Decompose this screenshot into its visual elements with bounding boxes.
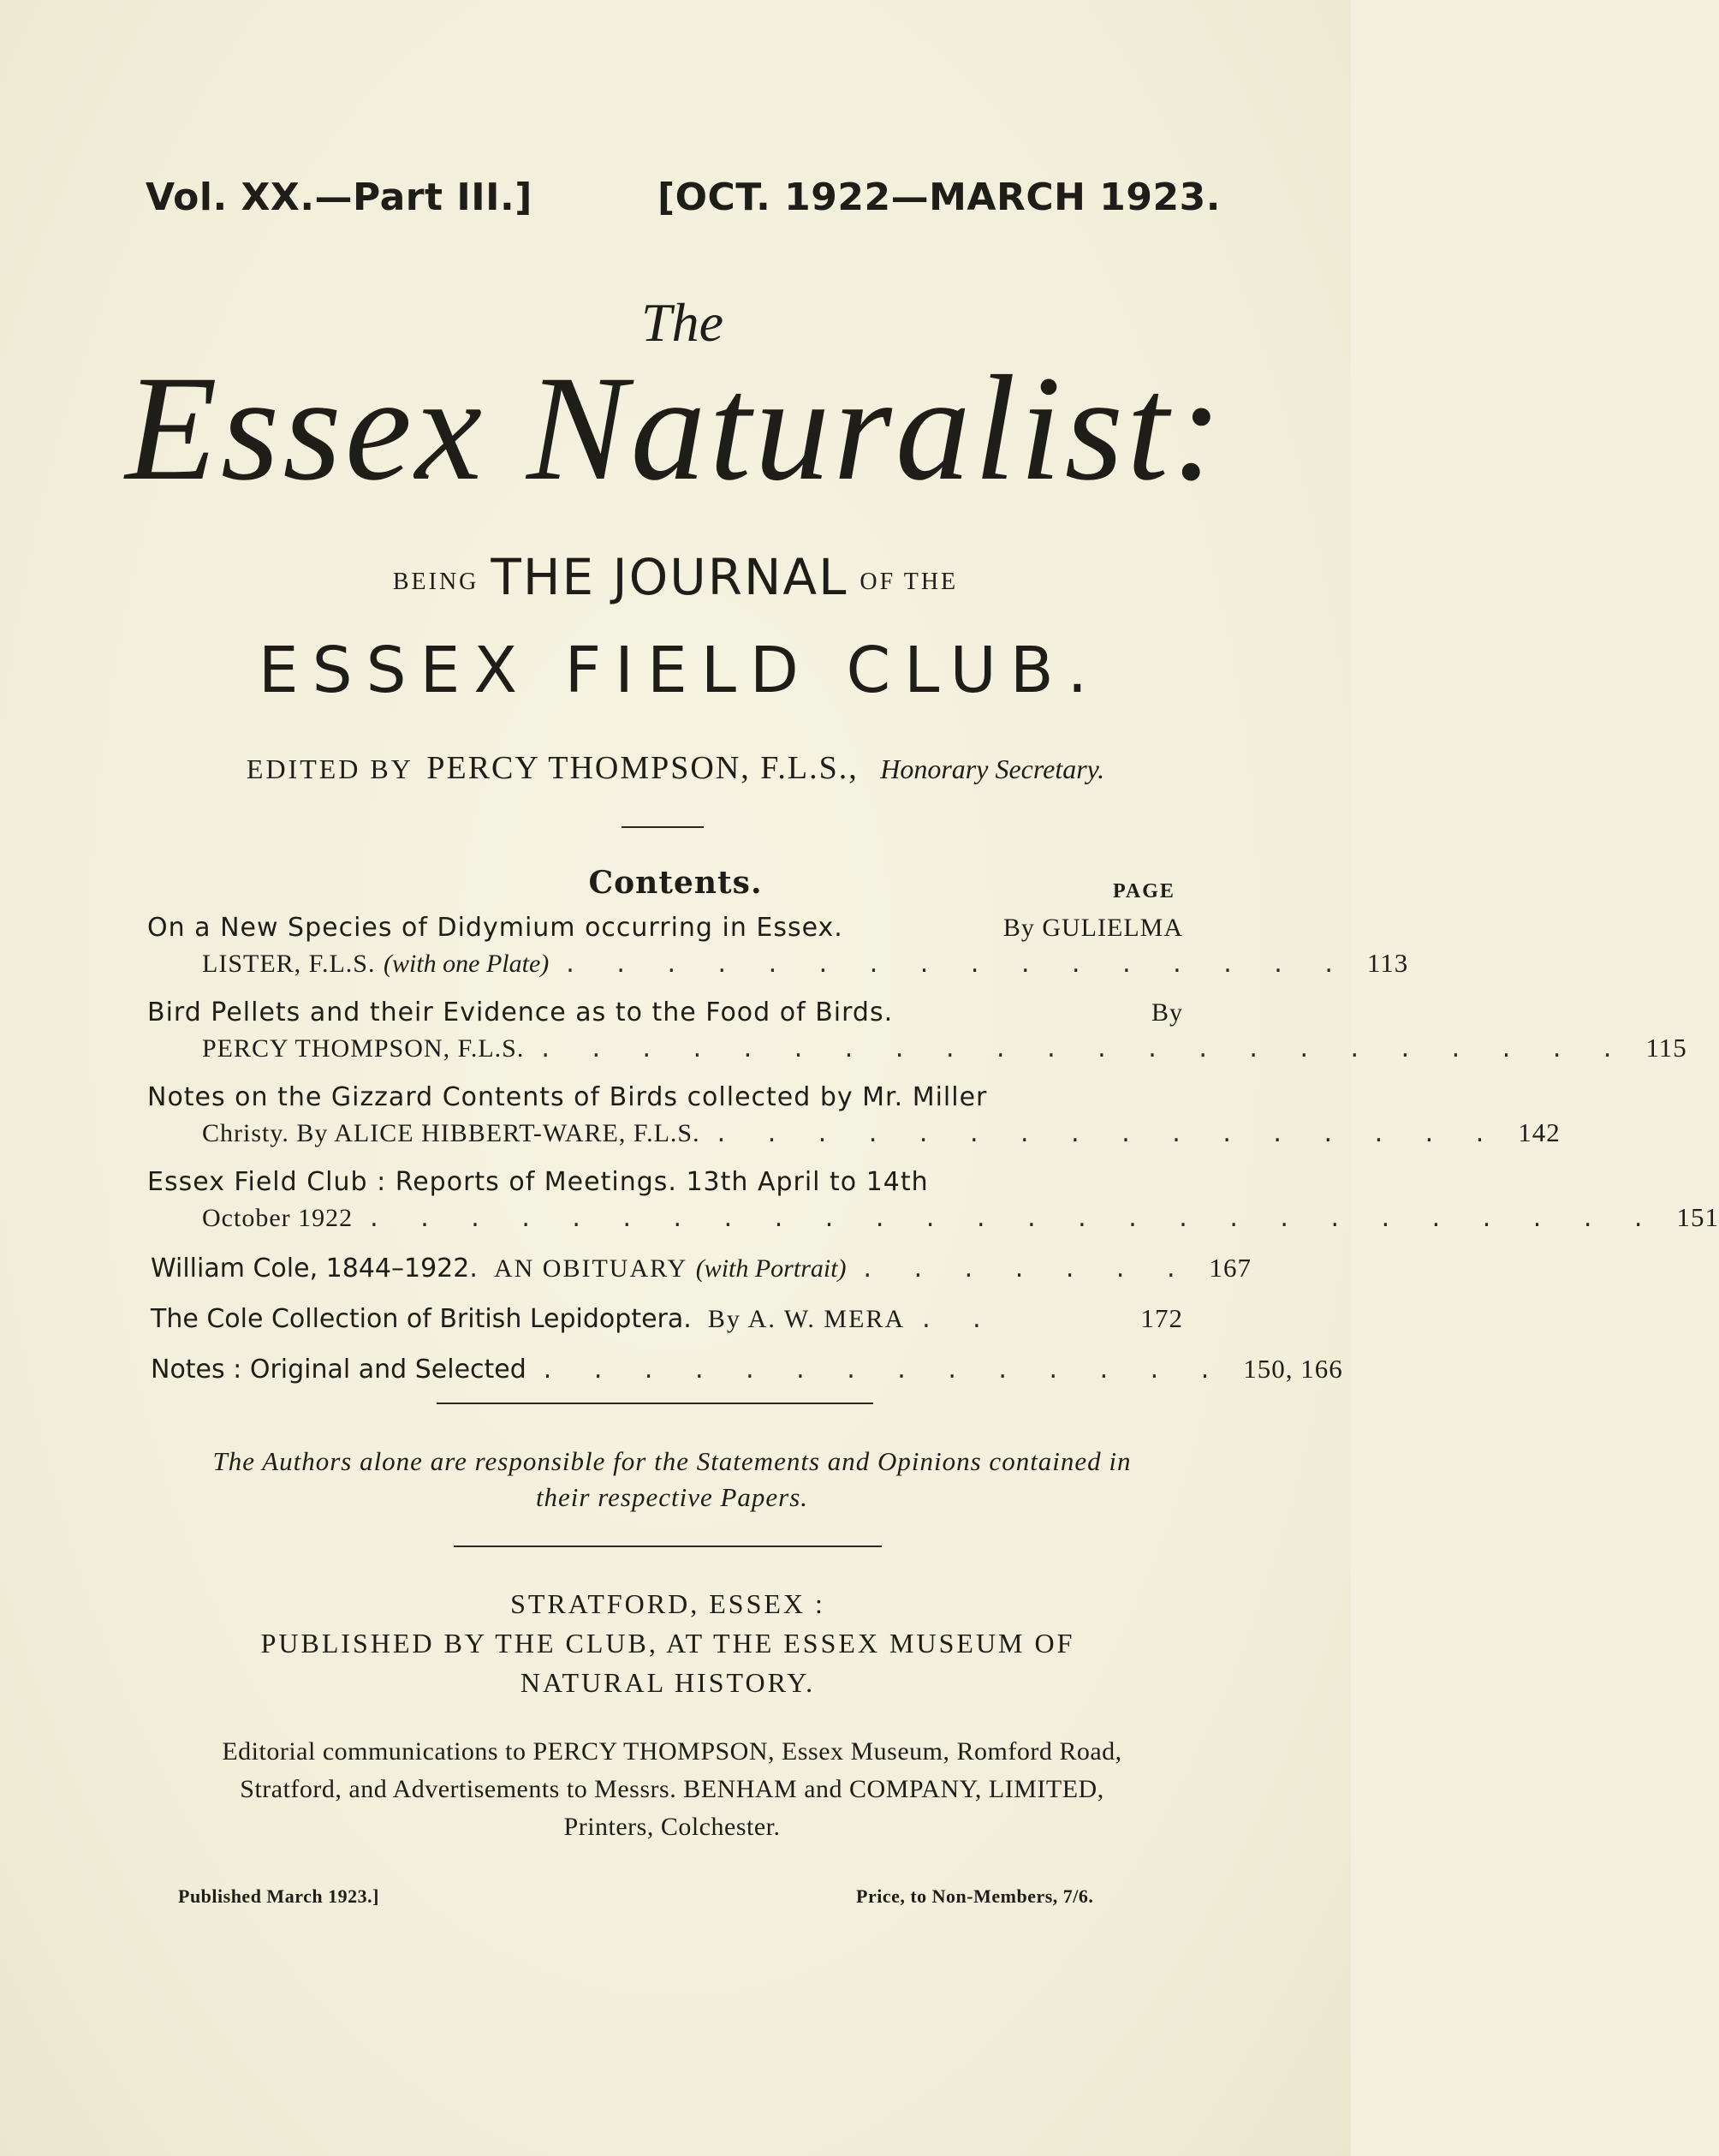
entry-author: Christy. By ALICE HIBBERT-WARE, F.L.S. [202,1119,700,1147]
leader-dots: . . . . . . . . . . . . . . . . . . . . . . [541,1033,1629,1063]
toc-entry [147,1081,1561,1152]
entry-title: On a New Species of Didymium occurring in Essex. [147,913,843,943]
leader-dots: . . . . . . . [863,1254,1193,1283]
disclaimer-line: their respective Papers. [535,1482,809,1512]
editorial-line: Editorial communications to PERCY THOMPSON, Essex Museum, Romford Road, [222,1737,1122,1766]
divider-short [622,826,704,828]
leader-dots: . . [922,1304,998,1334]
entry-page: 113 [1366,948,1409,978]
of-the-word: OF THE [860,569,959,595]
entry-page: 150, 166 [1243,1354,1343,1384]
editorial-line: Printers, Colchester. [563,1813,781,1841]
toc-entry [147,1165,1719,1236]
editor-line [0,749,1351,787]
entry-by: By [1151,998,1183,1027]
publisher-line: NATURAL HISTORY. [520,1667,816,1698]
editor-role: Honorary Secretary. [880,753,1105,784]
entry-note: (with one Plate) [384,950,550,978]
toc-entry [147,1301,1183,1337]
entry-author: LISTER, F.L.S. [202,950,376,978]
entry-title: The Cole Collection of British Lepidoptera. [151,1304,692,1334]
publisher-line: STRATFORD, ESSEX : [510,1588,825,1619]
contents-heading: Contents. [588,865,763,901]
editorial-notice [137,1733,1207,1846]
leader-dots: . . . . . . . . . . . . . . . . [717,1118,1502,1148]
volume-part: Vol. XX.—Part III.] [146,176,532,219]
leader-dots: . . . . . . . . . . . . . . . . . . . . . . . . . . [370,1203,1660,1233]
the-journal-text: THE JOURNAL [491,548,848,606]
journal-title: Essex Naturalist: [125,345,1226,512]
entry-page: 142 [1518,1117,1561,1147]
entry-page: 115 [1645,1033,1687,1063]
toc-entry [147,996,1687,1067]
club-name: ESSEX FIELD CLUB. [258,634,1102,707]
entry-title: Notes on the Gizzard Contents of Birds collected by Mr. Miller [147,1082,988,1112]
entry-author: October 1922 [202,1204,354,1232]
divider-publisher [454,1546,882,1547]
table-of-contents [147,911,1719,1402]
publisher-block [137,1584,1199,1702]
divider-contents-end [437,1403,873,1404]
price-note: Price, to Non-Members, 7/6. [856,1885,1094,1907]
issue-dates: [OCT. 1922—MARCH 1923. [657,176,1221,219]
toc-entry [147,911,1409,982]
entry-page: 151 [1676,1202,1719,1232]
entry-author: By A. W. MERA [707,1305,906,1333]
page-column-label: PAGE [1113,880,1175,902]
entry-note: (with Portrait) [695,1254,847,1283]
toc-entry [147,1250,1252,1287]
entry-author: AN OBITUARY [493,1254,688,1283]
journal-subtitle [0,548,1351,606]
entry-title: William Cole, 1844–1922. [151,1254,478,1283]
publisher-line: PUBLISHED BY THE CLUB, AT THE ESSEX MUSEUM OF [260,1628,1075,1659]
editor-name: PERCY THOMPSON, F.L.S., [426,750,859,786]
published-date: Published March 1923.] [178,1885,379,1907]
entry-title: Essex Field Club : Reports of Meetings. 13th April to 14th [147,1167,929,1197]
entry-by: By GULIELMA [1002,914,1183,942]
being-word: BEING [392,569,479,595]
entry-author: PERCY THOMPSON, F.L.S. [202,1034,525,1063]
disclaimer-line: The Authors alone are responsible for the Statements and Opinions contained in [212,1446,1132,1476]
editorial-line: Stratford, and Advertisements to Messrs. BENHAM and COMPANY, LIMITED, [240,1775,1104,1803]
leader-dots: . . . . . . . . . . . . . . [543,1355,1227,1385]
disclaimer [154,1444,1190,1516]
edited-by-label: EDITED BY [246,753,413,784]
entry-title: Bird Pellets and their Evidence as to the Food of Birds. [147,998,894,1027]
entry-page: 167 [1209,1253,1252,1283]
leader-dots: . . . . . . . . . . . . . . . . [566,949,1350,979]
entry-title: Notes : Original and Selected [151,1355,526,1385]
title-the: The [641,292,723,353]
toc-entry [147,1351,1343,1388]
entry-page: 172 [1140,1303,1183,1333]
